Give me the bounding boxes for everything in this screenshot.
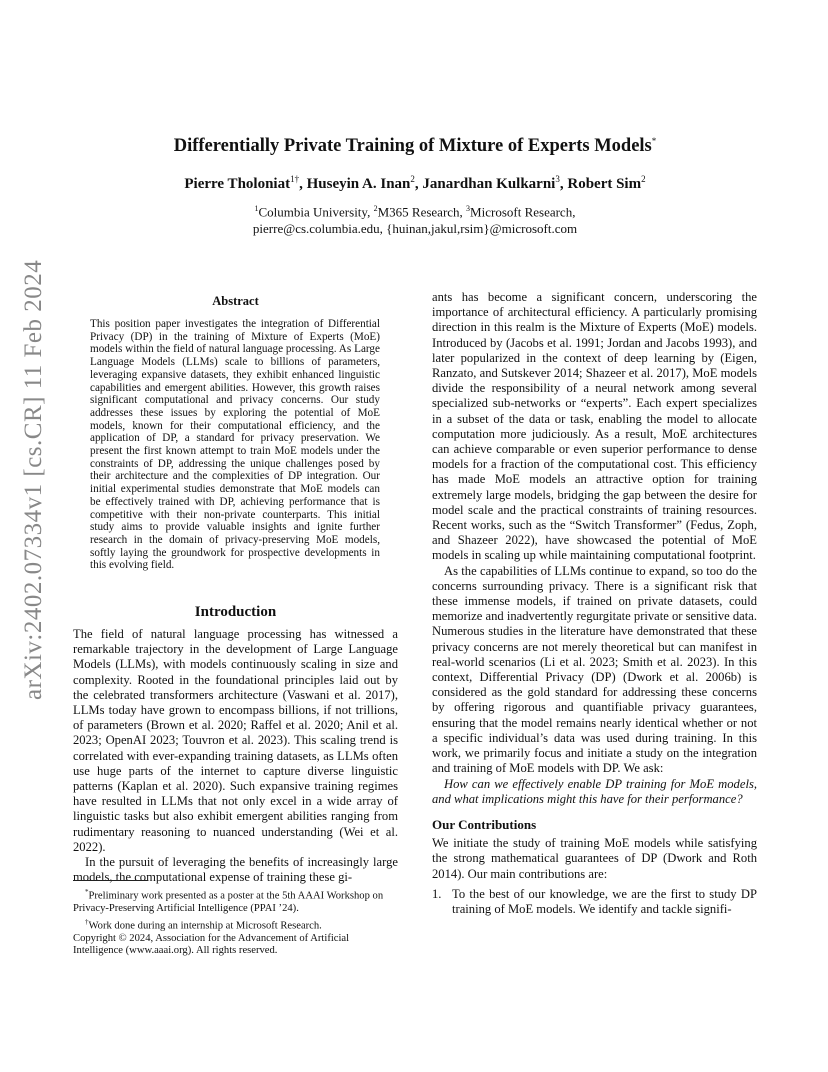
footnote-rule	[73, 880, 148, 881]
contributions-intro: We initiate the study of training MoE models while satisfying the strong mathematical guarantees of DP (Dwork and Roth 2014). Our main contributions are:	[432, 836, 757, 881]
footnote-2	[73, 916, 398, 933]
left-column-body	[73, 627, 398, 885]
footnote-mark: †	[85, 917, 89, 926]
affil-text: Columbia University,	[258, 204, 374, 220]
author-name: Huseyin A. Inan	[306, 176, 411, 192]
affiliations	[110, 200, 720, 237]
affiliation-line	[110, 200, 720, 220]
contribution-text: To the best of our knowledge, we are the first to study DP training of MoE models. We identify and tackle signifi-	[452, 886, 757, 916]
paper-title	[110, 129, 720, 158]
copyright-notice: Copyright © 2024, Association for the Advancement of Artificial Intelligence (www.aaai.org). All rights reserved.	[73, 932, 350, 957]
research-question: How can we effectively enable DP training for MoE models, and what implications might this have for their performance?	[432, 776, 757, 806]
author-emails: pierre@cs.columbia.edu, {huinan,jakul,rsim}@microsoft.com	[252, 221, 578, 237]
affil-text: M365 Research,	[377, 204, 467, 220]
affil-sup: 2	[373, 204, 378, 213]
author-sup: 1†	[290, 174, 300, 184]
author-name: Janardhan Kulkarni	[422, 176, 556, 192]
author-sup: 3	[555, 174, 560, 184]
title-text: Differentially Private Training of Mixture of Experts Models	[173, 136, 652, 157]
title-footnote-mark: *	[651, 136, 657, 146]
intro-paragraph-2-cont: ants has become a significant concern, underscoring the importance of architectural efficiency. A particularly promising direction in this realm is the Mixture of Experts (MoE) models. Introduced by (Jacobs et al. 1991; Jordan and Jacobs 1993), and later popularized in the context of deep learning by (Eigen, Ranzato, and Sutskever 2014; Shazeer et al. 2017), MoE models divide the responsibility of a neural network among several specialized sub-networks or “experts”. Each expert specializes in a subset of the data or task, enabling the model to allocate computation more judiciously. As a result, MoE architectures can achieve comparable or even superior performance to dense models for a fraction of the computational cost. This efficiency has made MoE models an attractive option for training extremely large models, bridging the gap between the desire for model scale and the practical constraints of training resources. Recent works, such as the “Switch Transformer” (Fedus, Zoph, and Shazeer 2022), have showcased the potential of MoE models in scaling up while maintaining computational footprint.	[432, 290, 757, 563]
footnote-1	[73, 886, 398, 916]
contribution-item	[432, 887, 757, 917]
abstract-heading: Abstract	[212, 294, 259, 308]
arxiv-identifier: arXiv:2402.07334v1 [cs.CR] 11 Feb 2024	[20, 259, 47, 700]
affil-sup: 3	[466, 204, 471, 213]
affil-sup: 1	[254, 204, 259, 213]
author-sup: 2	[410, 174, 415, 184]
contributions-heading: Our Contributions	[432, 816, 537, 832]
abstract-body: This position paper investigates the integration of Differential Privacy (DP) in the training of Mixture of Experts (MoE) models within the field of natural language processing. As Large Language Models (LLMs) scale to billions of parameters, leveraging expansive datasets, they exhibit enhanced linguistic capabilities and emergent abilities. However, this growth raises significant computational and privacy concerns. Our study addresses these issues by exploring the potential of MoE models, known for their computational efficiency, and the application of DP, a standard for privacy preservation. We present the first known attempt to train MoE models under the constraints of DP, addressing the unique challenges posed by their architecture and the complexities of DP integration. Our initial experimental studies demonstrate that MoE models can be effectively trained with DP, achieving performance that is competitive with their non-private counterparts. This initial study aims to provide valuable insights and ignite further research in the domain of privacy-preserving MoE models, softly laying the groundwork for prospective developments in this evolving field.	[90, 318, 380, 572]
author-list: Pierre Tholoniat$^{1\dagger}$, Huseyin A. Inan$^2$, Janardhan Kulkarni$^3$, Robert Sim$^2$	[184, 174, 646, 192]
author-name: Robert Sim	[567, 176, 642, 192]
footnote-mark: *	[85, 888, 89, 896]
affil-text: Microsoft Research,	[470, 204, 576, 220]
introduction-heading: Introduction	[194, 604, 277, 620]
footnote-text: Preliminary work presented as a poster at the 5th AAAI Workshop on Privacy-Preserving Artificial Intelligence (PPAI ’24).	[73, 890, 384, 915]
footnotes	[73, 880, 398, 958]
intro-paragraph-3: As the capabilities of LLMs continue to expand, so too do the concerns surrounding privacy. There is a significant risk that these immense models, if trained on private datasets, could memorize and inadvertently regurgitate private or sensitive data. Numerous studies in the literature have demonstrated that these privacy concerns are not merely theoretical but can manifest in real-world scenarios (Li et al. 2023; Smith et al. 2023). In this context, Differential Privacy (DP) (Dwork et al. 2006b) is considered as the gold standard for addressing these concerns by offering rigorous and quantifiable privacy guarantees, ensuring that the model remains nearly identical whether or not a specific individual’s data was used during training. In this work, we primarily focus and initiate a study on the integration and training of MoE models with DP. We ask:	[432, 563, 757, 776]
author-name: Pierre Tholoniat	[184, 176, 291, 192]
footnote-text: Work done during an internship at Microsoft Research.	[88, 920, 322, 932]
right-column-body	[432, 290, 757, 917]
intro-paragraph-1: The field of natural language processing has witnessed a remarkable trajectory in the development of Large Language Models (LLMs), with models continuously scaling in size and complexity. Rooted in the foundational principles laid out by the celebrated transformers architecture (Vaswani et al. 2017), LLMs today have grown to encompass billions, if not trillions, of parameters (Brown et al. 2020; Raffel et al. 2020; Anil et al. 2023; OpenAI 2023; Touvron et al. 2023). This scaling trend is correlated with ever-expanding training datasets, as LLMs often use huge parts of the internet to capture diverse linguistic patterns (Kaplan et al. 2020). Such expansive training regimes have resulted in LLMs that not only excel in a wide array of linguistic tasks but also exhibit emergent abilities ranging from rudimentary reasoning to nuanced understanding (Wei et al. 2022).	[73, 627, 398, 854]
author-sup: 2	[641, 174, 646, 184]
list-number: 1.	[432, 886, 442, 901]
intro-paragraph-2-start: In the pursuit of leveraging the benefits of increasingly large models, the computational expense of training these gi-	[73, 855, 398, 885]
